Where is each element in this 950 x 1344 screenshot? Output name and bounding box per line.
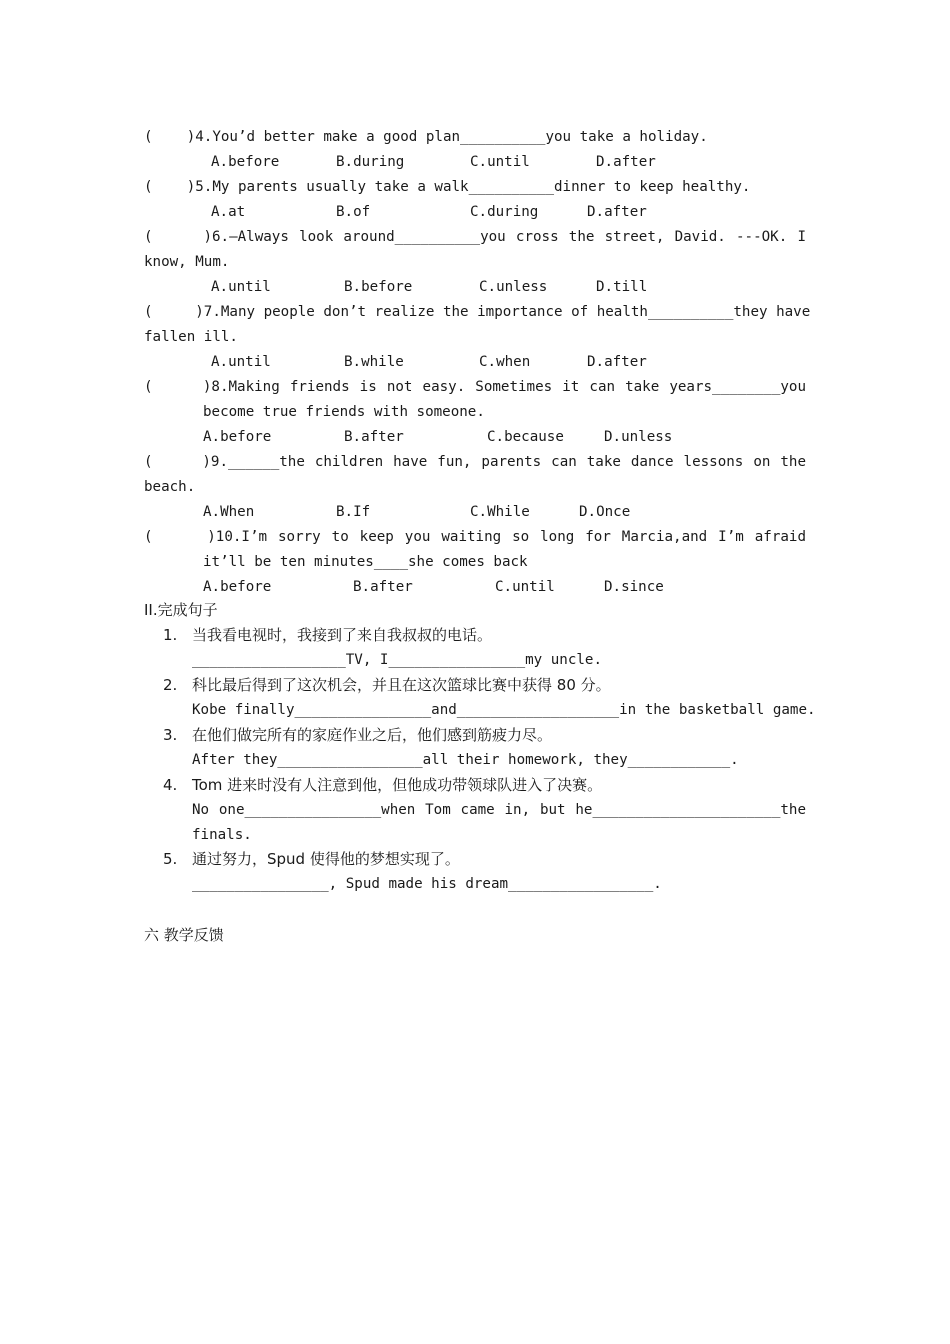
question-9-option-a: A.When	[203, 504, 255, 520]
item-2-english: Kobe finally________________and___________________in the basketball game.	[192, 702, 816, 718]
item-1-english: __________________TV, I________________my uncle.	[192, 652, 602, 668]
item-1-number: 1.	[163, 626, 178, 644]
question-9-option-d: D.Once	[579, 504, 631, 520]
question-8-option-b: B.after	[344, 429, 404, 445]
item-3-english: After they_________________all their homework, they____________.	[192, 752, 739, 768]
question-8-text-line2: become true friends with someone.	[203, 404, 485, 420]
item-3-chinese: 在他们做完所有的家庭作业之后，他们感到筋疲力尽。	[192, 726, 553, 744]
question-6-option-d: D.till	[596, 279, 648, 295]
question-7-option-c: C.when	[479, 354, 531, 370]
item-4-english-line2: finals.	[192, 827, 252, 843]
question-10-option-c: C.until	[495, 579, 555, 595]
item-3-number: 3.	[163, 726, 178, 744]
question-7-option-d: D.after	[587, 354, 647, 370]
question-6-option-c: C.unless	[479, 279, 548, 295]
question-10-option-b: B.after	[353, 579, 413, 595]
question-9-text-line1: ( )9.______the children have fun, parents can take dance lessons on the	[144, 454, 806, 470]
question-10-text-line2: it’ll be ten minutes____she comes back	[203, 554, 528, 570]
item-2-chinese: 科比最后得到了这次机会，并且在这次篮球比赛中获得 80 分。	[192, 676, 611, 694]
question-4-option-b: B.during	[336, 154, 405, 170]
question-6-option-a: A.until	[211, 279, 271, 295]
question-6-text-line1: ( )6.—Always look around__________you cross the street, David. ---OK. I	[144, 229, 806, 245]
question-9-option-c: C.While	[470, 504, 530, 520]
question-4-text: ( )4.You’d better make a good plan__________you take a holiday.	[144, 129, 708, 145]
item-2-number: 2.	[163, 676, 178, 694]
question-10-option-a: A.before	[203, 579, 272, 595]
question-4-option-c: C.until	[470, 154, 530, 170]
question-8-option-c: C.because	[487, 429, 564, 445]
question-8-option-a: A.before	[203, 429, 272, 445]
question-4-option-d: D.after	[596, 154, 656, 170]
question-10-option-d: D.since	[604, 579, 664, 595]
section-6-heading: 六 教学反馈	[144, 926, 224, 944]
item-1-chinese: 当我看电视时，我接到了来自我叔叔的电话。	[192, 626, 493, 644]
question-7-text-line1: ( )7.Many people don’t realize the importance of health__________they have	[144, 304, 811, 320]
question-8-option-d: D.unless	[604, 429, 673, 445]
question-9-option-b: B.If	[336, 504, 371, 520]
question-5-option-b: B.of	[336, 204, 371, 220]
item-5-chinese: 通过努力，Spud 使得他的梦想实现了。	[192, 850, 460, 868]
question-6-option-b: B.before	[344, 279, 413, 295]
question-9-text-line2: beach.	[144, 479, 196, 495]
question-5-option-a: A.at	[211, 204, 246, 220]
item-4-number: 4.	[163, 776, 178, 794]
item-4-english-line1: No one________________when Tom came in, but he______________________the	[192, 802, 806, 818]
question-10-text-line1: ( )10.I’m sorry to keep you waiting so long for Marcia,and I’m afraid	[144, 529, 806, 545]
question-7-option-a: A.until	[211, 354, 271, 370]
item-5-english: ________________, Spud made his dream_________________.	[192, 876, 662, 892]
question-5-text: ( )5.My parents usually take a walk__________dinner to keep healthy.	[144, 179, 751, 195]
question-4-option-a: A.before	[211, 154, 280, 170]
question-8-text-line1: ( )8.Making friends is not easy. Sometimes it can take years________you	[144, 379, 806, 395]
item-5-number: 5.	[163, 850, 178, 868]
item-4-chinese: Tom 进来时没有人注意到他，但他成功带领球队进入了决赛。	[192, 776, 603, 794]
question-5-option-c: C.during	[470, 204, 539, 220]
question-7-option-b: B.while	[344, 354, 404, 370]
question-7-text-line2: fallen ill.	[144, 329, 238, 345]
section-2-heading: II.完成句子	[144, 601, 218, 619]
question-5-option-d: D.after	[587, 204, 647, 220]
question-6-text-line2: know, Mum.	[144, 254, 230, 270]
